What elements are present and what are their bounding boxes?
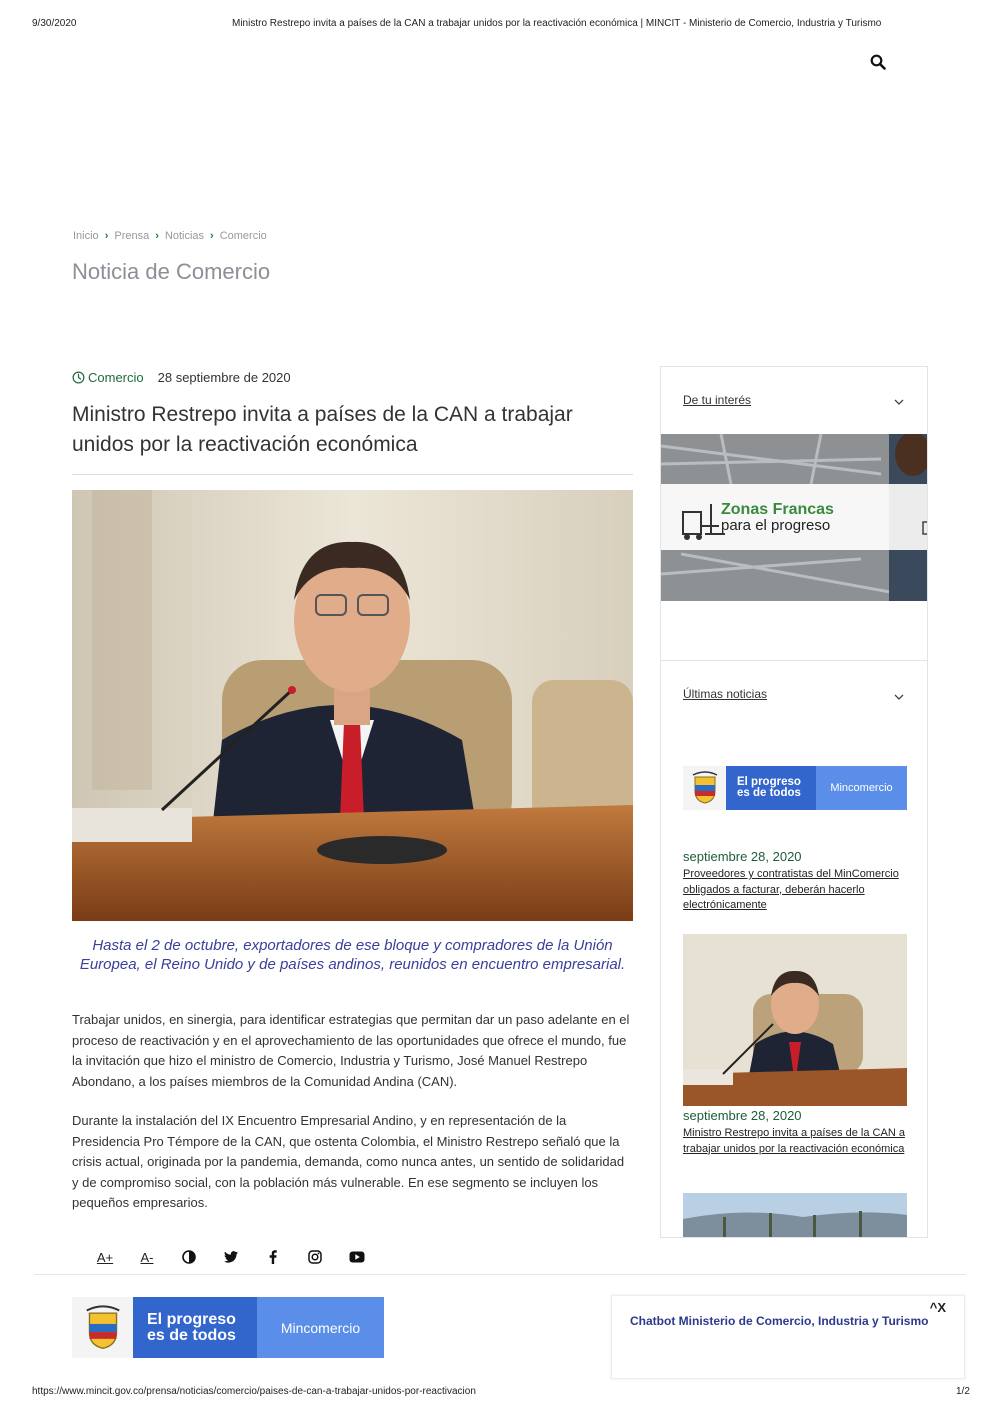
brand-line-2: es de todos	[737, 787, 801, 799]
article-date: 28 septiembre de 2020	[157, 370, 291, 385]
brand-line-2: es de todos	[147, 1326, 236, 1344]
brand-line-1: El progreso	[147, 1310, 236, 1328]
divider	[72, 474, 633, 475]
colombia-coat-of-arms-icon	[683, 766, 726, 810]
twitter-share-button[interactable]	[210, 1246, 252, 1268]
instagram-icon	[308, 1250, 322, 1264]
print-page-number: 1/2	[956, 1386, 970, 1397]
article-paragraph: Trabajar unidos, en sinergia, para identificar estrategias que permitan dar un paso adelante en el proceso de reactivación y en el aprovechamiento de las oportunidades que ofrece el mundo, fue la invitación que hizo el ministro de Comercio, Industria y Turismo, José Manuel Restrepo Abondano, a los países miembros de la Comunidad Andina (CAN).	[72, 1012, 630, 1089]
chatbot-toggle-close-button[interactable]: ^X	[929, 1300, 946, 1315]
print-url: https://www.mincit.gov.co/prensa/noticias/comercio/paises-de-can-a-trabajar-unidos-por-reactivacion	[32, 1386, 476, 1397]
facebook-icon	[269, 1250, 277, 1264]
zonas-francas-banner[interactable]	[661, 434, 928, 601]
image-caption: Hasta el 2 de octubre, exportadores de ese bloque y compradores de la Unión Europea, el Reino Unido y de países andinos, reunidos en encuentro empresarial.	[79, 937, 626, 973]
interest-dropdown-toggle[interactable]: De tu interés	[683, 393, 752, 407]
breadcrumb-inicio[interactable]: Inicio	[73, 230, 99, 242]
divider	[34, 1274, 966, 1275]
zonas-francas-title: Zonas Francas	[721, 501, 834, 518]
print-title: Ministro Restrepo invita a países de la CAN a trabajar unidos por la reactivación económica | MINCIT - Ministerio de Comercio, Industria y Turismo	[232, 18, 882, 29]
print-date: 9/30/2020	[32, 18, 77, 29]
breadcrumb-comercio[interactable]: Comercio	[219, 230, 267, 242]
latest-news-dropdown-toggle[interactable]: Últimas noticias	[683, 687, 768, 701]
zonas-francas-subtitle: para el progreso	[721, 517, 831, 534]
page-title: Noticia de Comercio	[72, 259, 271, 284]
divider	[661, 660, 928, 661]
facebook-share-button[interactable]	[252, 1246, 294, 1268]
font-decrease-button[interactable]: A-	[140, 1249, 154, 1265]
sidebar	[660, 366, 928, 1238]
article-headline: Ministro Restrepo invita a países de la CAN a trabajar unidos por la reactivación económica	[72, 403, 573, 456]
footer-brand-banner[interactable]	[72, 1297, 384, 1358]
category-label: Comercio	[88, 370, 144, 385]
chevron-right-icon: ›	[155, 230, 159, 242]
news-date: septiembre 28, 2020	[683, 849, 802, 864]
chevron-right-icon: ›	[104, 230, 109, 242]
youtube-share-button[interactable]	[336, 1246, 378, 1268]
news-date: septiembre 28, 2020	[683, 1108, 802, 1123]
breadcrumb	[73, 230, 267, 242]
brand-ministry: Mincomercio	[257, 1297, 384, 1358]
font-increase-button[interactable]: A+	[96, 1249, 114, 1265]
article-category[interactable]	[72, 370, 144, 385]
search-button[interactable]	[870, 54, 890, 74]
contrast-button[interactable]	[168, 1246, 210, 1268]
breadcrumb-noticias[interactable]: Noticias	[164, 230, 205, 242]
instagram-share-button[interactable]	[294, 1246, 336, 1268]
contrast-icon	[182, 1250, 196, 1264]
clock-icon	[72, 371, 85, 384]
chatbot-title: Chatbot Ministerio de Comercio, Industria y Turismo	[630, 1314, 929, 1328]
article-hero-image	[72, 490, 633, 921]
article-paragraph: Durante la instalación del IX Encuentro Empresarial Andino, y en representación de la Presidencia Pro Témpore de la CAN, que ostenta Colombia, el Ministro Restrepo señaló que la crisis actual, originada por la pandemia, demanda, como nunca antes, un sentido de solidaridad y de compromiso social, con la población más vulnerable. En ese segmento se incluyen los pequeños empresarios.	[72, 1113, 625, 1211]
article-meta	[72, 370, 291, 385]
accessibility-share-toolbar	[84, 1246, 378, 1268]
brand-ministry: Mincomercio	[816, 766, 907, 810]
breadcrumb-prensa[interactable]: Prensa	[114, 230, 150, 242]
colombia-coat-of-arms-icon	[72, 1297, 133, 1358]
news-thumbnail[interactable]	[683, 1193, 907, 1238]
news-link[interactable]: Proveedores y contratistas del MinComercio obligados a facturar, deberán hacerlo electrónicamente	[683, 868, 899, 911]
brand-line-1: El progreso	[737, 775, 801, 788]
chevron-down-icon[interactable]	[893, 693, 905, 701]
chevron-right-icon: ›	[210, 230, 214, 242]
chevron-down-icon[interactable]	[893, 398, 905, 406]
news-thumbnail[interactable]	[683, 934, 907, 1106]
brand-banner-small[interactable]	[683, 766, 907, 810]
news-link[interactable]: Ministro Restrepo invita a países de la CAN a trabajar unidos por la reactivación económica	[683, 1127, 905, 1155]
search-icon	[870, 54, 886, 70]
chatbot-widget[interactable]	[611, 1295, 965, 1379]
youtube-icon	[349, 1251, 365, 1263]
twitter-icon	[224, 1251, 238, 1263]
